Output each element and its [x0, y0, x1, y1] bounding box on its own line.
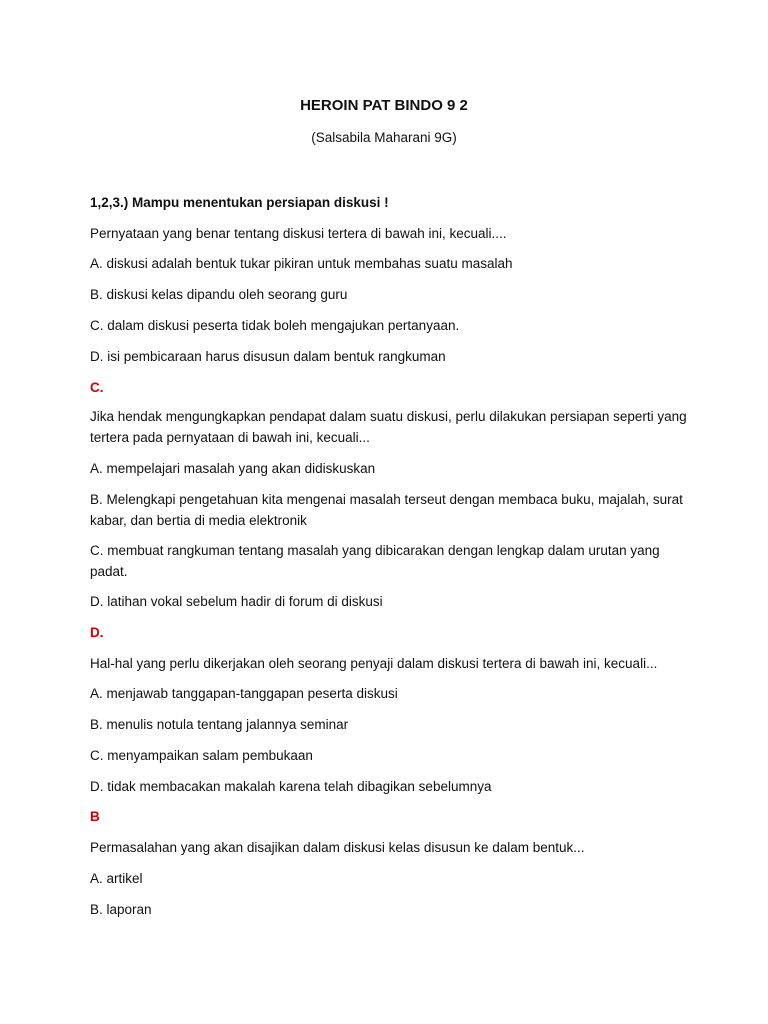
question-2-answer: D. [90, 625, 104, 640]
question-1-option-b: B. diskusi kelas dipandu oleh seorang guru [90, 287, 348, 302]
question-2-option-c: C. membuat rangkuman tentang masalah yang dibicarakan dengan lengkap dalam urutan yang padat. [90, 543, 660, 579]
question-4-option-a: A. artikel [90, 871, 143, 886]
question-2-option-a: A. mempelajari masalah yang akan didiskuskan [90, 461, 376, 476]
question-1-answer: C. [90, 380, 104, 395]
question-1-option-c: C. dalam diskusi peserta tidak boleh mengajukan pertanyaan. [90, 318, 460, 333]
section-heading: 1,2,3.) Mampu menentukan persiapan diskusi ! [90, 195, 389, 210]
question-1-stem: Pernyataan yang benar tentang diskusi tertera di bawah ini, kecuali.... [90, 226, 507, 241]
question-4-stem: Permasalahan yang akan disajikan dalam diskusi kelas disusun ke dalam bentuk... [90, 840, 585, 855]
question-2-stem: Jika hendak mengungkapkan pendapat dalam suatu diskusi, perlu dilakukan persiapan seperti yang tertera pada pernyataan di bawah ini, kecuali... [90, 409, 687, 445]
question-4-option-b: B. laporan [90, 902, 152, 917]
question-1-option-a: A. diskusi adalah bentuk tukar pikiran untuk membahas suatu masalah [90, 256, 513, 271]
question-1-option-d: D. isi pembicaraan harus disusun dalam bentuk rangkuman [90, 349, 446, 364]
question-2-option-d: D. latihan vokal sebelum hadir di forum di diskusi [90, 594, 383, 609]
question-3-option-a: A. menjawab tanggapan-tanggapan peserta diskusi [90, 686, 398, 701]
question-3-option-d: D. tidak membacakan makalah karena telah dibagikan sebelumnya [90, 779, 492, 794]
document-title: HEROIN PAT BINDO 9 2 [300, 97, 468, 114]
question-3-answer: B [90, 809, 100, 824]
question-3-option-b: B. menulis notula tentang jalannya seminar [90, 717, 349, 732]
document-subtitle: (Salsabila Maharani 9G) [311, 130, 457, 145]
question-3-option-c: C. menyampaikan salam pembukaan [90, 748, 313, 763]
question-2-option-b: B. Melengkapi pengetahuan kita mengenai masalah terseut dengan membaca buku, majalah, surat kabar, dan bertia di media elektronik [90, 492, 683, 528]
question-3-stem: Hal-hal yang perlu dikerjakan oleh seorang penyaji dalam diskusi tertera di bawah ini, kecuali... [90, 656, 658, 671]
